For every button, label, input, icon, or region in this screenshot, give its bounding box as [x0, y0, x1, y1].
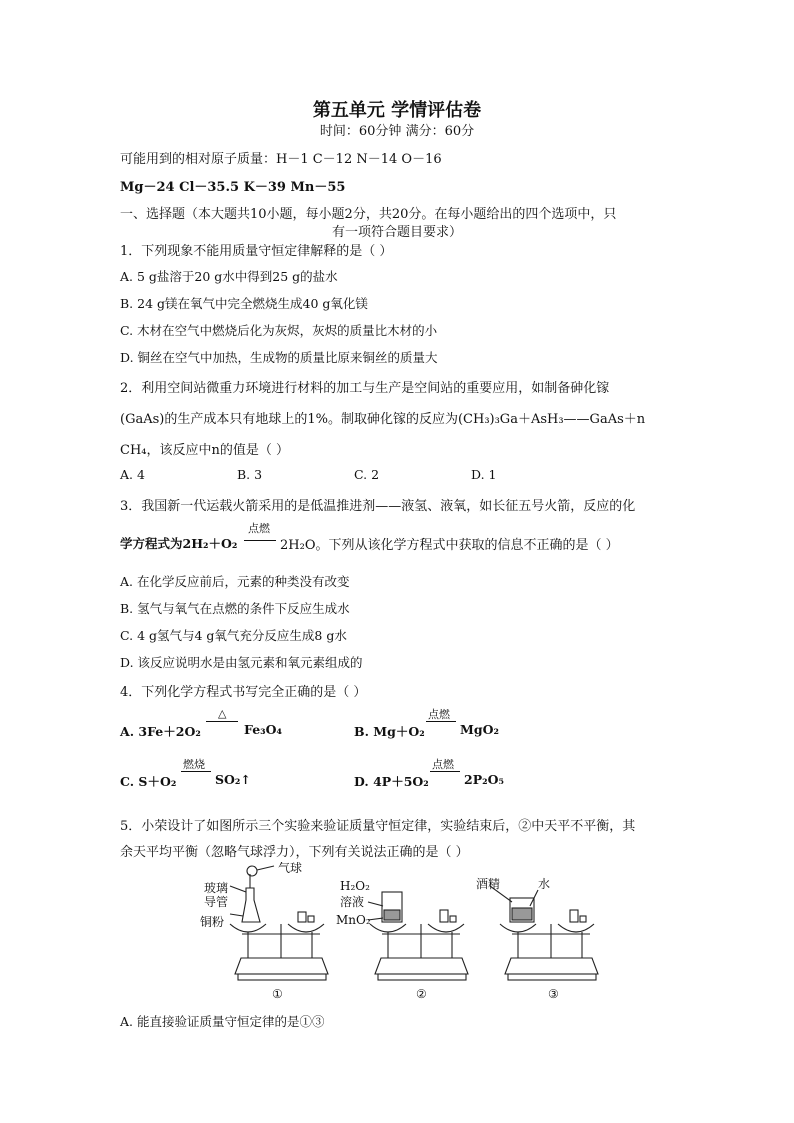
section-heading-line2: 有一项符合题目要求）	[331, 225, 462, 240]
q2-option-c: C. 2	[354, 467, 380, 482]
q5-stem-line1: 5．小荣设计了如图所示三个实验来验证质量守恒定律，实验结束后，②中天平不平衡，其	[120, 819, 636, 834]
atomic-masses-line2: Mg－24 Cl－35.5 K－39 Mn－55	[120, 180, 346, 195]
label-solution: 溶液	[340, 895, 365, 909]
balance-3-icon	[490, 886, 598, 980]
q3-condition: 点燃	[248, 522, 270, 535]
q4-option-a-line	[206, 721, 238, 722]
q2-stem-line2: (GaAs)的生产成本只有地球上的1%。制取砷化镓的反应为(CH₃)₃Ga＋AsH₃——GaAs＋n	[120, 412, 646, 427]
q3-option-d: D. 该反应说明水是由氢元素和氧元素组成的	[120, 655, 363, 670]
label-alcohol: 酒精	[476, 877, 501, 891]
label-water: 水	[538, 877, 551, 891]
q2-option-a: A. 4	[120, 467, 145, 482]
balance-1-icon	[230, 866, 328, 980]
q4-option-d-left: D. 4P＋5O₂	[354, 774, 429, 789]
q3-option-a: A. 在化学反应前后，元素的种类没有改变	[120, 574, 350, 589]
q4-option-c-right: SO₂↑	[215, 772, 251, 787]
q5-stem-line2: 余天平均平衡（忽略气球浮力），下列有关说法正确的是（ ）	[120, 845, 469, 860]
q4-option-a-left: A. 3Fe＋2O₂	[120, 724, 201, 739]
caption-3: ③	[548, 987, 559, 1001]
q2-option-b: B. 3	[237, 467, 263, 482]
label-copper: 铜粉	[200, 915, 225, 929]
q4-option-a-condition: △	[218, 707, 227, 720]
q3-option-b: B. 氢气与氧气在点燃的条件下反应生成水	[120, 601, 350, 616]
q4-option-c-left: C. S＋O₂	[120, 774, 177, 789]
balance-experiments-figure	[190, 862, 610, 1002]
exam-time-info: 时间：60分钟 满分：60分	[319, 124, 475, 139]
q3-equation-right: 2H₂O。下列从该化学方程式中获取的信息不正确的是（ ）	[280, 538, 619, 553]
q4-option-b-condition: 点燃	[428, 708, 450, 721]
section-heading-line1: 一、选择题（本大题共10小题，每小题2分，共20分。在每小题给出的四个选项中，只	[120, 207, 617, 222]
caption-2: ②	[416, 987, 427, 1001]
caption-1: ①	[272, 987, 283, 1001]
balance-2-icon	[368, 892, 468, 980]
q3-option-c: C. 4 g氢气与4 g氧气充分反应生成8 g水	[120, 628, 347, 643]
q4-option-d-right: 2P₂O₅	[464, 772, 504, 787]
q4-option-d-condition: 点燃	[432, 758, 454, 771]
q1-option-c: C. 木材在空气中燃烧后化为灰烬，灰烬的质量比木材的小	[120, 323, 438, 338]
q3-equation-left: 学方程式为2H₂＋O₂	[120, 536, 238, 551]
q2-stem-line1: 2．利用空间站微重力环境进行材料的加工与生产是空间站的重要应用，如制备砷化镓	[120, 381, 610, 396]
label-mno2: MnO₂	[336, 913, 371, 927]
atomic-masses-line1: 可能用到的相对原子质量：H－1 C－12 N－14 O－16	[120, 152, 442, 167]
q1-option-a: A. 5 g盐溶于20 g水中得到25 g的盐水	[120, 269, 338, 284]
label-glass-1: 玻璃	[204, 881, 229, 895]
q1-option-b: B. 24 g镁在氧气中完全燃烧生成40 g氧化镁	[120, 296, 368, 311]
label-glass-2: 导管	[204, 895, 229, 909]
q4-option-b-line	[426, 721, 456, 722]
q3-stem-line1: 3．我国新一代运载火箭采用的是低温推进剂——液氢、液氧，如长征五号火箭，反应的化	[120, 499, 636, 514]
q1-option-d: D. 铜丝在空气中加热，生成物的质量比原来铜丝的质量大	[120, 350, 438, 365]
q4-option-b-right: MgO₂	[460, 722, 499, 737]
q4-option-d-line	[430, 771, 460, 772]
q1-stem: 1．下列现象不能用质量守恒定律解释的是（ ）	[120, 244, 393, 259]
q2-stem-line3: CH₄，该反应中n的值是（ ）	[120, 443, 290, 458]
q4-option-c-condition: 燃烧	[183, 758, 205, 771]
q4-option-c-line	[181, 771, 211, 772]
page-title: 第五单元 学情评估卷	[312, 100, 482, 121]
q4-option-a-right: Fe₃O₄	[244, 722, 282, 737]
q4-option-b-left: B. Mg＋O₂	[354, 724, 425, 739]
q5-option-a: A. 能直接验证质量守恒定律的是①③	[120, 1014, 325, 1029]
q3-equals-line	[244, 540, 276, 541]
label-h2o2: H₂O₂	[340, 879, 370, 893]
q2-option-d: D. 1	[471, 467, 497, 482]
q4-stem: 4．下列化学方程式书写完全正确的是（ ）	[120, 685, 367, 700]
label-balloon: 气球	[278, 862, 303, 875]
